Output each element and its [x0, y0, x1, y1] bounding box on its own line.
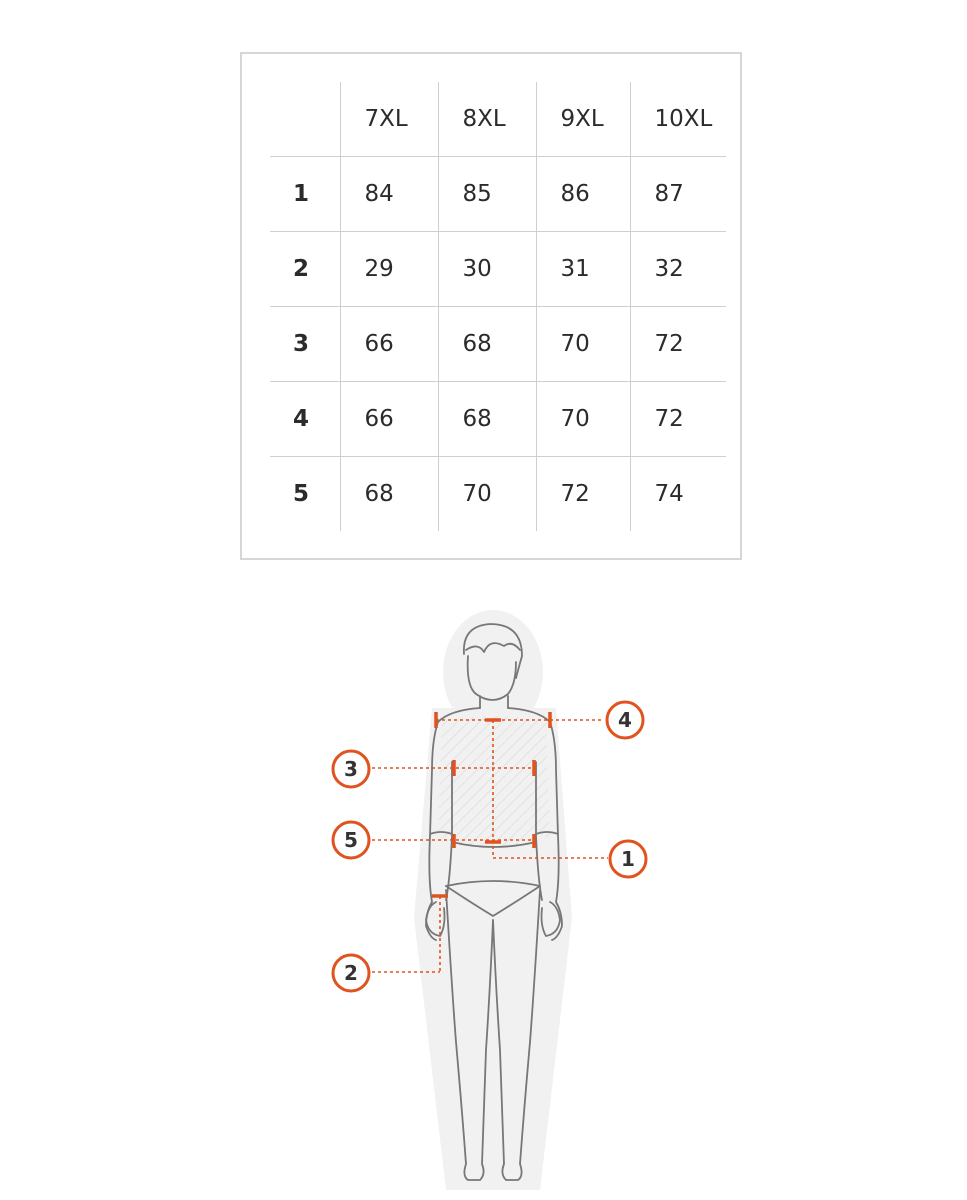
- table-row: [270, 157, 726, 232]
- body-outline-icon: [0, 590, 967, 1200]
- table-cell: 68: [438, 307, 536, 382]
- size-column-header: 9XL: [536, 82, 630, 157]
- table-cell: 68: [438, 382, 536, 457]
- badge-3: [333, 751, 369, 787]
- table-cell: 72: [536, 457, 630, 532]
- figure-shadow: [414, 610, 572, 1190]
- table-cell: 30: [438, 232, 536, 307]
- table-cell: 84: [340, 157, 438, 232]
- table-cell: 66: [340, 382, 438, 457]
- table-cell: 68: [340, 457, 438, 532]
- table-row: [270, 457, 726, 532]
- table-cell: 66: [340, 307, 438, 382]
- table-cell: 32: [630, 232, 726, 307]
- measurement-row-label: 2: [270, 232, 340, 307]
- torso-hatch: [438, 716, 550, 846]
- badge-number: 1: [621, 847, 635, 871]
- badge-number: 3: [344, 757, 358, 781]
- measurement-row-label: 5: [270, 457, 340, 532]
- table-cell: 85: [438, 157, 536, 232]
- badge-2: [333, 955, 369, 991]
- table-cell: 74: [630, 457, 726, 532]
- measurement-row-label: 1: [270, 157, 340, 232]
- size-column-header: 10XL: [630, 82, 726, 157]
- table-row: [270, 382, 726, 457]
- measurement-row-label: 3: [270, 307, 340, 382]
- size-header-row: [270, 82, 726, 157]
- table-cell: 72: [630, 382, 726, 457]
- badge-number: 5: [344, 828, 358, 852]
- size-table-frame: [240, 52, 742, 560]
- badge-number: 2: [344, 961, 358, 985]
- badge-1: [610, 841, 646, 877]
- table-cell: 70: [438, 457, 536, 532]
- badge-5: [333, 822, 369, 858]
- measurement-row-label: 4: [270, 382, 340, 457]
- badge-number: 4: [618, 708, 632, 732]
- table-cell: 87: [630, 157, 726, 232]
- table-cell: 70: [536, 382, 630, 457]
- size-column-header: 8XL: [438, 82, 536, 157]
- table-cell: 29: [340, 232, 438, 307]
- table-cell: 72: [630, 307, 726, 382]
- table-cell: 86: [536, 157, 630, 232]
- table-cell: 70: [536, 307, 630, 382]
- measurement-guide-figure: [0, 590, 967, 1200]
- badge-4: [607, 702, 643, 738]
- table-row: [270, 307, 726, 382]
- table-row: [270, 232, 726, 307]
- size-table: [270, 82, 726, 531]
- corner-cell: [270, 82, 340, 157]
- table-cell: 31: [536, 232, 630, 307]
- size-column-header: 7XL: [340, 82, 438, 157]
